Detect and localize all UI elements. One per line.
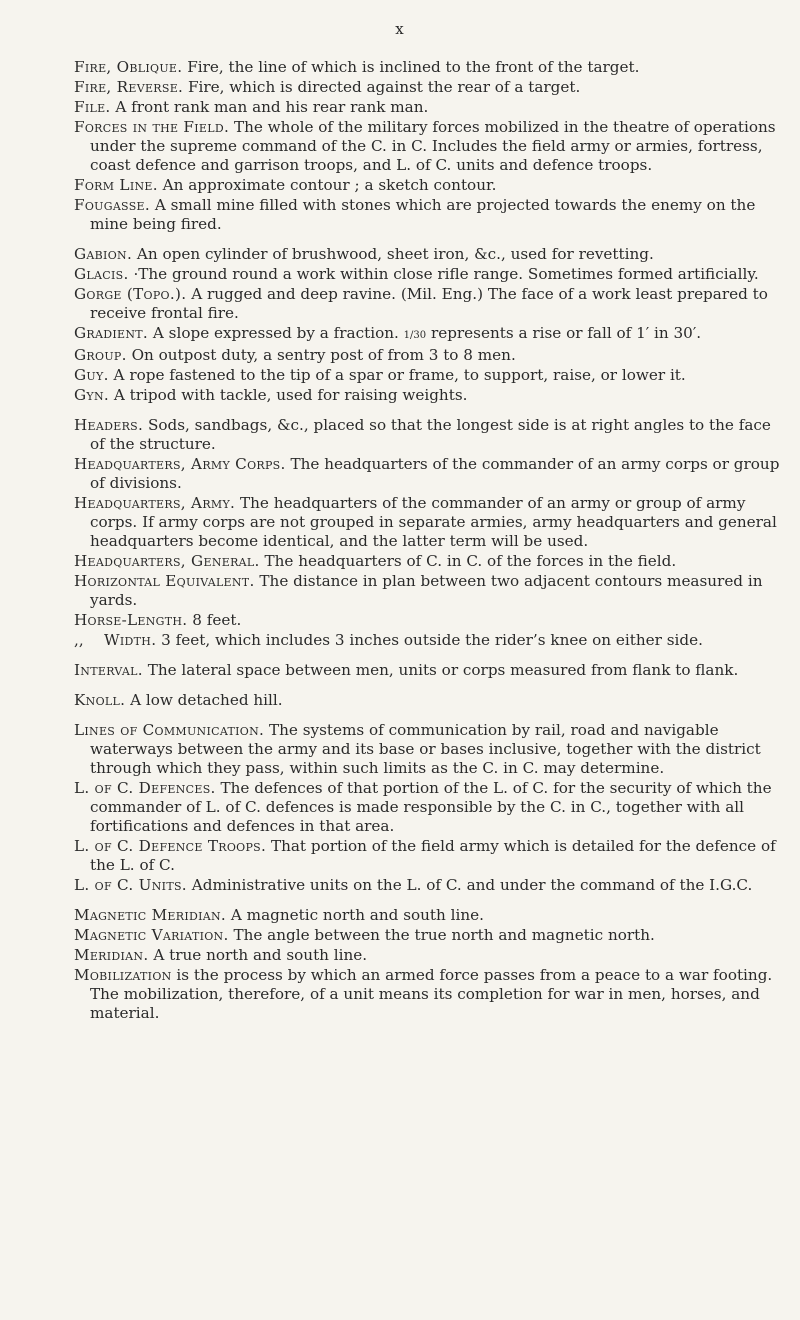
glossary-entry	[74, 285, 780, 323]
glossary-entry	[74, 552, 780, 571]
entry-term: Fire, Reverse.	[74, 78, 184, 96]
entry-definition: A tripod with tackle, used for raising weights.	[113, 386, 468, 404]
entry-term: Guy.	[74, 366, 109, 384]
glossary-entry	[74, 324, 780, 345]
entry-definition: Fire, the line of which is inclined to the front of the target.	[187, 58, 640, 76]
entry-term: Headquarters, General.	[74, 552, 260, 570]
entry-term: Fire, Oblique.	[74, 58, 183, 76]
entry-term: Knoll.	[74, 691, 126, 709]
glossary-entry	[74, 946, 780, 965]
entry-definition: The headquarters of the commander of an army corps or group of divisions.	[90, 455, 780, 492]
entry-term: L. of C. Defence Troops.	[74, 837, 267, 855]
entry-term: Magnetic Variation.	[74, 926, 229, 944]
entry-definition: An open cylinder of brushwood, sheet iron, &c., used for revetting.	[136, 245, 654, 263]
entry-term: Gyn.	[74, 386, 110, 404]
glossary-entry	[74, 265, 780, 284]
entry-definition: A rugged and deep ravine. (Mil. Eng.) The face of a work least prepared to receive frontal fire.	[90, 285, 768, 322]
entry-definition: On outpost duty, a sentry post of from 3 to 8 men.	[131, 346, 516, 364]
page-number: x	[395, 20, 405, 38]
entry-term: L. of C. Units.	[74, 876, 187, 894]
entry-definition: The angle between the true north and magnetic north.	[233, 926, 655, 944]
entry-definition: The headquarters of the commander of an army or group of army corps. If army corps are not grouped in separate armies, army headquarters and general headquarters become identical, and the latter term will be used.	[90, 494, 777, 550]
glossary-entry	[74, 966, 780, 1023]
entry-definition: The distance in plan between two adjacent contours measured in yards.	[90, 572, 763, 609]
glossary-entry	[74, 455, 780, 493]
entry-term: Meridian.	[74, 946, 149, 964]
entry-definition: Sods, sandbags, &c., placed so that the longest side is at right angles to the face of the structure.	[90, 416, 771, 453]
glossary-entry	[74, 196, 780, 234]
entry-term: Lines of Communication.	[74, 721, 265, 739]
entry-term: Form Line.	[74, 176, 158, 194]
entry-term: L. of C. Defences.	[74, 779, 216, 797]
entry-term: Gabion.	[74, 245, 133, 263]
glossary-entry	[74, 176, 780, 195]
entry-definition: ·The ground round a work within close rifle range. Sometimes formed artificially.	[133, 265, 759, 283]
entry-definition: The lateral space between men, units or corps measured from flank to flank.	[147, 661, 739, 679]
entry-definition: A true north and south line.	[153, 946, 368, 964]
entry-definition: A low detached hill.	[130, 691, 283, 709]
entry-term: Glacis.	[74, 265, 129, 283]
glossary-entry	[74, 366, 780, 385]
glossary-entries	[74, 58, 780, 1024]
entry-definition: is the process by which an armed force passes from a peace to a war footing. The mobilization, therefore, of a unit means its completion for war in men, horses, and material.	[90, 966, 773, 1022]
glossary-entry	[74, 346, 780, 365]
entry-term: Fougasse.	[74, 196, 150, 214]
glossary-entry	[74, 572, 780, 610]
glossary-entry	[74, 926, 780, 945]
entry-definition: That portion of the field army which is detailed for the defence of the L. of C.	[90, 837, 776, 874]
gradient-fraction: 1/30	[403, 330, 427, 341]
entry-definition: The defences of that portion of the L. of C. for the security of which the commander of L. of C. defences is made responsible by the C. in C., together with all fortifications and defences in that area.	[90, 779, 772, 835]
entry-term: Horse-Length.	[74, 611, 188, 629]
entry-definition: The whole of the military forces mobilized in the theatre of operations under the supreme command of the C. in C. Includes the field army or armies, fortress, coast defence and garrison troops, and L. of C. units and defence troops.	[90, 118, 776, 174]
entry-term: Magnetic Meridian.	[74, 906, 227, 924]
entry-definition: A small mine filled with stones which are projected towards the enemy on the mine being fired.	[90, 196, 756, 233]
glossary-entry	[74, 661, 780, 680]
entry-definition: Fire, which is directed against the rear of a target.	[188, 78, 581, 96]
entry-term: Gorge (Topo.).	[74, 285, 187, 303]
glossary-entry	[74, 78, 780, 97]
entry-definition: A magnetic north and south line.	[230, 906, 484, 924]
entry-definition: The systems of communication by rail, road and navigable waterways between the army and its base or bases inclusive, together with the district through which they pass, within such limits as the C. in C. may determine.	[90, 721, 761, 777]
glossary-entry	[74, 98, 780, 117]
entry-term: Width.	[104, 631, 157, 649]
entry-definition: A slope expressed by a fraction.	[152, 324, 399, 342]
entry-definition: represents a rise or fall of 1′ in 30′.	[430, 324, 702, 342]
entry-term: Headquarters, Army.	[74, 494, 236, 512]
glossary-entry	[74, 779, 780, 836]
entry-term: Mobilization	[74, 966, 172, 984]
entry-term: Horizontal Equivalent.	[74, 572, 255, 590]
entry-term: Headquarters, Army Corps.	[74, 455, 286, 473]
entry-term: Interval.	[74, 661, 143, 679]
glossary-entry	[74, 245, 780, 264]
entry-term: Group.	[74, 346, 127, 364]
entry-definition: 3 feet, which includes 3 inches outside the rider’s knee on either side.	[161, 631, 703, 649]
entry-definition: An approximate contour ; a sketch contour.	[162, 176, 497, 194]
glossary-entry	[74, 494, 780, 551]
glossary-entry	[74, 631, 780, 650]
glossary-entry	[74, 691, 780, 710]
glossary-entry	[74, 386, 780, 405]
entry-definition: 8 feet.	[192, 611, 242, 629]
entry-term: File.	[74, 98, 111, 116]
entry-definition: The headquarters of C. in C. of the forces in the field.	[264, 552, 677, 570]
glossary-entry	[74, 837, 780, 875]
ditto-mark: ,,	[74, 631, 84, 649]
glossary-entry	[74, 58, 780, 77]
entry-term: Gradient.	[74, 324, 149, 342]
entry-definition: Administrative units on the L. of C. and under the command of the I.G.C.	[191, 876, 753, 894]
entry-definition: A front rank man and his rear rank man.	[115, 98, 429, 116]
glossary-entry	[74, 906, 780, 925]
glossary-entry	[74, 876, 780, 895]
glossary-entry	[74, 118, 780, 175]
entry-definition: A rope fastened to the tip of a spar or frame, to support, raise, or lower it.	[113, 366, 686, 384]
entry-term: Headers.	[74, 416, 144, 434]
glossary-entry	[74, 611, 780, 630]
glossary-entry	[74, 721, 780, 778]
entry-term: Forces in the Field.	[74, 118, 230, 136]
glossary-entry	[74, 416, 780, 454]
